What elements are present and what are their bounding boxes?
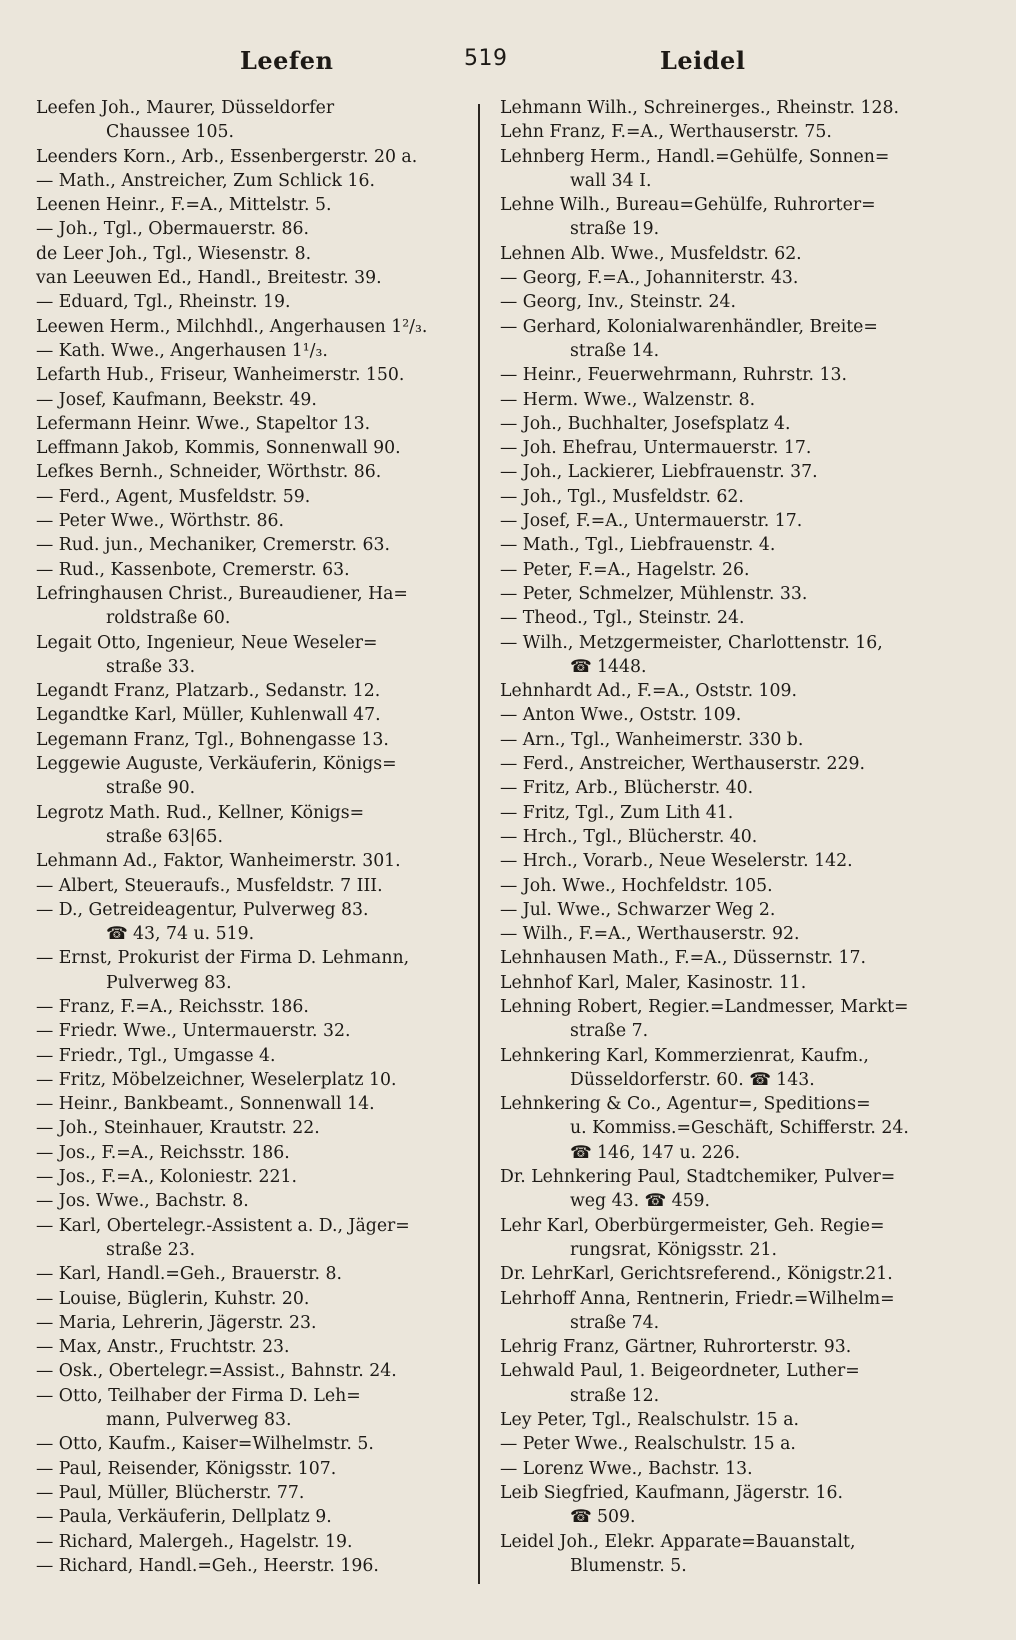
directory-entry bbox=[36, 1311, 476, 1335]
entry-line: — Peter Wwe., Wörthstr. 86. bbox=[36, 511, 285, 532]
entry-line: Lefermann Heinr. Wwe., Stapeltor 13. bbox=[36, 413, 371, 434]
entry-line: — Joh., Steinhauer, Krautstr. 22. bbox=[36, 1118, 320, 1139]
header-left-keyword: Leefen bbox=[240, 46, 334, 75]
entry-line: — Fritz, Tgl., Zum Lith 41. bbox=[500, 802, 734, 823]
entry-line: Lehnhausen Math., F.=A., Düssernstr. 17. bbox=[500, 948, 867, 969]
directory-entry bbox=[500, 558, 940, 582]
directory-entry bbox=[500, 728, 940, 752]
entry-line: Dr. LehrKarl, Gerichtsreferend., Königstr.21. bbox=[500, 1264, 893, 1285]
entry-line: — Wilh., Metzgermeister, Charlottenstr. 16, bbox=[500, 632, 883, 653]
directory-entry bbox=[36, 1287, 476, 1311]
entry-line: — Lorenz Wwe., Bachstr. 13. bbox=[500, 1458, 753, 1479]
entry-continuation: straße 33. bbox=[106, 656, 196, 677]
directory-entry bbox=[36, 412, 476, 436]
entry-continuation: straße 23. bbox=[106, 1239, 196, 1260]
directory-entry bbox=[500, 485, 940, 509]
entry-continuation: Pulverweg 83. bbox=[106, 972, 232, 993]
entry-line: — Jos. Wwe., Bachstr. 8. bbox=[36, 1191, 249, 1212]
entry-continuation: straße 14. bbox=[570, 340, 660, 361]
directory-entry bbox=[36, 1384, 476, 1433]
directory-entry bbox=[36, 1165, 476, 1189]
directory-entry bbox=[500, 193, 940, 242]
entry-line: Lefkes Bernh., Schneider, Wörthstr. 86. bbox=[36, 462, 382, 483]
directory-entry bbox=[36, 1189, 476, 1213]
directory-entry bbox=[500, 1165, 940, 1214]
directory-entry bbox=[500, 874, 940, 898]
entry-line: — Jul. Wwe., Schwarzer Weg 2. bbox=[500, 899, 776, 920]
entry-line: — Friedr. Wwe., Untermauerstr. 32. bbox=[36, 1021, 351, 1042]
directory-entry bbox=[500, 1044, 940, 1093]
page-number: 519 bbox=[464, 46, 508, 71]
entry-line: — Peter, Schmelzer, Mühlenstr. 33. bbox=[500, 583, 808, 604]
directory-entry bbox=[500, 995, 940, 1044]
entry-line: — Otto, Teilhaber der Firma D. Leh= bbox=[36, 1385, 361, 1406]
directory-entry bbox=[36, 1530, 476, 1554]
directory-entry bbox=[36, 752, 476, 801]
directory-entry bbox=[36, 290, 476, 314]
directory-entry bbox=[36, 242, 476, 266]
entry-line: — Friedr., Tgl., Umgasse 4. bbox=[36, 1045, 276, 1066]
directory-entry bbox=[500, 606, 940, 630]
entry-line: Leggewie Auguste, Verkäuferin, Königs= bbox=[36, 754, 397, 775]
right-column bbox=[500, 96, 940, 1578]
directory-entry bbox=[36, 1481, 476, 1505]
entry-line: Lehnkering Karl, Kommerzienrat, Kaufm., bbox=[500, 1045, 869, 1066]
entry-line: Leefen Joh., Maurer, Düsseldorfer bbox=[36, 98, 335, 118]
entry-line: — Rud., Kassenbote, Cremerstr. 63. bbox=[36, 559, 350, 580]
entry-line: — Karl, Handl.=Geh., Brauerstr. 8. bbox=[36, 1264, 342, 1285]
directory-entry bbox=[36, 1068, 476, 1092]
directory-entry bbox=[500, 752, 940, 776]
entry-line: — Paul, Müller, Blücherstr. 77. bbox=[36, 1482, 305, 1503]
entry-line: — Josef, F.=A., Untermauerstr. 17. bbox=[500, 511, 803, 532]
directory-entry bbox=[500, 946, 940, 970]
entry-line: — Joh., Tgl., Musfeldstr. 62. bbox=[500, 486, 744, 507]
entry-line: Dr. Lehnkering Paul, Stadtchemiker, Pulver= bbox=[500, 1167, 896, 1188]
directory-entry bbox=[500, 1481, 940, 1530]
directory-entry bbox=[36, 1505, 476, 1529]
directory-entry bbox=[500, 290, 940, 314]
left-column bbox=[36, 96, 476, 1578]
directory-entry bbox=[500, 582, 940, 606]
directory-entry bbox=[500, 679, 940, 703]
directory-entry bbox=[500, 631, 940, 680]
directory-entry bbox=[36, 169, 476, 193]
directory-entry bbox=[500, 825, 940, 849]
directory-entry bbox=[36, 485, 476, 509]
directory-entry bbox=[500, 849, 940, 873]
page-header bbox=[0, 46, 1016, 86]
directory-entry bbox=[36, 1116, 476, 1140]
directory-entry bbox=[500, 412, 940, 436]
directory-entry bbox=[500, 703, 940, 727]
directory-entry bbox=[36, 460, 476, 484]
directory-entry bbox=[36, 631, 476, 680]
entry-line: — Ferd., Agent, Musfeldstr. 59. bbox=[36, 486, 311, 507]
entry-line: Leib Siegfried, Kaufmann, Jägerstr. 16. bbox=[500, 1482, 843, 1503]
entry-line: — Peter Wwe., Realschulstr. 15 a. bbox=[500, 1434, 796, 1455]
directory-entry bbox=[36, 145, 476, 169]
directory-entry bbox=[36, 217, 476, 241]
entry-line: — Albert, Steueraufs., Musfeldstr. 7 III. bbox=[36, 875, 383, 896]
entry-line: — Eduard, Tgl., Rheinstr. 19. bbox=[36, 292, 291, 313]
directory-entry bbox=[500, 1262, 940, 1286]
entry-continuation: u. Kommiss.=Geschäft, Schifferstr. 24. bbox=[570, 1118, 909, 1139]
directory-entry bbox=[36, 898, 476, 947]
directory-entry bbox=[36, 1457, 476, 1481]
entry-line: Lehrig Franz, Gärtner, Ruhrorterstr. 93. bbox=[500, 1337, 852, 1358]
entry-continuation: weg 43. ☎ 459. bbox=[570, 1191, 711, 1212]
entry-line: — Joh. Ehefrau, Untermauerstr. 17. bbox=[500, 438, 812, 459]
entry-line: — Karl, Obertelegr.-Assistent a. D., Jäger= bbox=[36, 1215, 410, 1236]
entry-line: — Rud. jun., Mechaniker, Cremerstr. 63. bbox=[36, 535, 391, 556]
directory-entry bbox=[500, 242, 940, 266]
entry-line: Lehnberg Herm., Handl.=Gehülfe, Sonnen= bbox=[500, 146, 890, 167]
entry-line: — Joh., Lackierer, Liebfrauenstr. 37. bbox=[500, 462, 818, 483]
directory-entry bbox=[500, 971, 940, 995]
directory-entry bbox=[500, 1530, 940, 1579]
directory-entry bbox=[36, 1092, 476, 1116]
directory-entry bbox=[36, 582, 476, 631]
entry-continuation: straße 12. bbox=[570, 1385, 660, 1406]
entry-line: — Louise, Büglerin, Kuhstr. 20. bbox=[36, 1288, 310, 1309]
directory-entry bbox=[36, 339, 476, 363]
directory-entry bbox=[500, 898, 940, 922]
entry-line: — Wilh., F.=A., Werthauserstr. 92. bbox=[500, 924, 800, 945]
entry-line: — Otto, Kaufm., Kaiser=Wilhelmstr. 5. bbox=[36, 1434, 374, 1455]
directory-entry bbox=[500, 388, 940, 412]
entry-continuation: straße 63|65. bbox=[106, 826, 223, 847]
directory-entry bbox=[500, 145, 940, 194]
entry-line: — Math., Anstreicher, Zum Schlick 16. bbox=[36, 170, 375, 191]
entry-continuation: ☎ 509. bbox=[570, 1507, 636, 1528]
directory-entry bbox=[36, 1335, 476, 1359]
directory-entry bbox=[36, 1359, 476, 1383]
entry-line: — Ferd., Anstreicher, Werthauserstr. 229. bbox=[500, 754, 866, 775]
entry-continuation: straße 90. bbox=[106, 778, 196, 799]
entry-line: — Jos., F.=A., Reichsstr. 186. bbox=[36, 1142, 290, 1163]
directory-entry bbox=[500, 1214, 940, 1263]
entry-line: — D., Getreideagentur, Pulverweg 83. bbox=[36, 899, 369, 920]
entry-line: — Jos., F.=A., Koloniestr. 221. bbox=[36, 1167, 297, 1188]
entry-line: — Georg, F.=A., Johanniterstr. 43. bbox=[500, 268, 799, 289]
entry-line: Leewen Herm., Milchhdl., Angerhausen 1²/₃. bbox=[36, 316, 428, 337]
directory-entry bbox=[36, 1141, 476, 1165]
entry-line: Lefringhausen Christ., Bureaudiener, Ha= bbox=[36, 583, 408, 604]
entry-continuation: ☎ 43, 74 u. 519. bbox=[106, 924, 255, 945]
directory-entry bbox=[500, 96, 940, 120]
entry-line: Legandt Franz, Platzarb., Sedanstr. 12. bbox=[36, 681, 381, 702]
entry-continuation: straße 74. bbox=[570, 1312, 660, 1333]
entry-line: Legandtke Karl, Müller, Kuhlenwall 47. bbox=[36, 705, 381, 726]
directory-entry bbox=[36, 509, 476, 533]
entry-line: — Maria, Lehrerin, Jägerstr. 23. bbox=[36, 1312, 317, 1333]
directory-entry bbox=[36, 533, 476, 557]
entry-line: Lehwald Paul, 1. Beigeordneter, Luther= bbox=[500, 1361, 860, 1382]
entry-continuation: straße 7. bbox=[570, 1021, 649, 1042]
entry-line: Lehne Wilh., Bureau=Gehülfe, Ruhrorter= bbox=[500, 195, 876, 216]
entry-line: — Kath. Wwe., Angerhausen 1¹/₃. bbox=[36, 340, 328, 361]
directory-entry bbox=[36, 1214, 476, 1263]
directory-entry bbox=[500, 436, 940, 460]
directory-entry bbox=[36, 946, 476, 995]
directory-entry bbox=[500, 1408, 940, 1432]
entry-line: — Georg, Inv., Steinstr. 24. bbox=[500, 292, 736, 313]
entry-line: — Joh., Buchhalter, Josefsplatz 4. bbox=[500, 413, 791, 434]
directory-entry bbox=[500, 509, 940, 533]
entry-line: — Hrch., Vorarb., Neue Weselerstr. 142. bbox=[500, 851, 853, 872]
entry-continuation: roldstraße 60. bbox=[106, 608, 231, 629]
entry-line: Leenders Korn., Arb., Essenbergerstr. 20 a. bbox=[36, 146, 418, 167]
directory-entry bbox=[36, 436, 476, 460]
entry-line: — Ernst, Prokurist der Firma D. Lehmann, bbox=[36, 948, 410, 969]
directory-entry bbox=[36, 1432, 476, 1456]
entry-line: Lehnen Alb. Wwe., Musfeldstr. 62. bbox=[500, 243, 802, 264]
directory-entry bbox=[36, 1019, 476, 1043]
entry-line: — Paula, Verkäuferin, Dellplatz 9. bbox=[36, 1507, 332, 1528]
directory-entry bbox=[36, 266, 476, 290]
entry-line: — Peter, F.=A., Hagelstr. 26. bbox=[500, 559, 750, 580]
entry-line: Lehrhoff Anna, Rentnerin, Friedr.=Wilhelm= bbox=[500, 1288, 895, 1309]
entry-line: — Josef, Kaufmann, Beekstr. 49. bbox=[36, 389, 317, 410]
entry-line: Lehnkering & Co., Agentur=, Speditions= bbox=[500, 1094, 871, 1115]
entry-line: Leidel Joh., Elekr. Apparate=Bauanstalt, bbox=[500, 1531, 856, 1552]
directory-entry bbox=[36, 801, 476, 850]
directory-entry bbox=[500, 315, 940, 364]
entry-line: Lehmann Wilh., Schreinerges., Rheinstr. 128. bbox=[500, 98, 899, 118]
entry-line: — Gerhard, Kolonialwarenhändler, Breite= bbox=[500, 316, 878, 337]
directory-entry bbox=[36, 1044, 476, 1068]
directory-entry bbox=[36, 679, 476, 703]
entry-continuation: Blumenstr. 5. bbox=[570, 1555, 687, 1576]
entry-line: — Fritz, Möbelzeichner, Weselerplatz 10. bbox=[36, 1069, 397, 1090]
entry-line: Lehn Franz, F.=A., Werthauserstr. 75. bbox=[500, 122, 832, 143]
entry-line: — Anton Wwe., Oststr. 109. bbox=[500, 705, 742, 726]
column-divider bbox=[478, 104, 480, 1584]
directory-entry bbox=[500, 1092, 940, 1165]
entry-continuation: wall 34 I. bbox=[570, 170, 652, 191]
directory-entry bbox=[500, 120, 940, 144]
entry-line: — Paul, Reisender, Königsstr. 107. bbox=[36, 1458, 337, 1479]
entry-continuation: straße 19. bbox=[570, 219, 660, 240]
entry-line: — Joh., Tgl., Obermauerstr. 86. bbox=[36, 219, 309, 240]
directory-entry bbox=[36, 1554, 476, 1578]
entry-line: Lehmann Ad., Faktor, Wanheimerstr. 301. bbox=[36, 851, 401, 872]
directory-entry bbox=[36, 728, 476, 752]
entry-line: — Osk., Obertelegr.=Assist., Bahnstr. 24. bbox=[36, 1361, 397, 1382]
entry-line: — Heinr., Bankbeamt., Sonnenwall 14. bbox=[36, 1094, 375, 1115]
entry-line: Lehr Karl, Oberbürgermeister, Geh. Regie= bbox=[500, 1215, 885, 1236]
directory-entry bbox=[500, 533, 940, 557]
header-right-keyword: Leidel bbox=[660, 46, 746, 75]
entry-line: — Joh. Wwe., Hochfeldstr. 105. bbox=[500, 875, 773, 896]
directory-entry bbox=[36, 849, 476, 873]
directory-entry bbox=[500, 1432, 940, 1456]
entry-line: — Herm. Wwe., Walzenstr. 8. bbox=[500, 389, 756, 410]
directory-entry bbox=[500, 363, 940, 387]
entry-line: — Richard, Malergeh., Hagelstr. 19. bbox=[36, 1531, 353, 1552]
directory-entry bbox=[500, 1359, 940, 1408]
entry-line: van Leeuwen Ed., Handl., Breitestr. 39. bbox=[36, 268, 382, 289]
directory-entry bbox=[36, 193, 476, 217]
entry-line: Legemann Franz, Tgl., Bohnengasse 13. bbox=[36, 729, 389, 750]
entry-continuation: mann, Pulverweg 83. bbox=[106, 1410, 292, 1431]
entry-continuation: Chaussee 105. bbox=[106, 122, 234, 143]
entry-line: Legait Otto, Ingenieur, Neue Weseler= bbox=[36, 632, 378, 653]
entry-line: — Arn., Tgl., Wanheimerstr. 330 b. bbox=[500, 729, 804, 750]
directory-entry bbox=[36, 1262, 476, 1286]
entry-line: Leffmann Jakob, Kommis, Sonnenwall 90. bbox=[36, 438, 401, 459]
entry-continuation: ☎ 1448. bbox=[570, 656, 647, 677]
directory-entry bbox=[500, 266, 940, 290]
directory-entry bbox=[500, 1457, 940, 1481]
entry-line: de Leer Joh., Tgl., Wiesenstr. 8. bbox=[36, 243, 312, 264]
entry-continuation: Düsseldorferstr. 60. ☎ 143. bbox=[570, 1069, 815, 1090]
directory-entry bbox=[500, 776, 940, 800]
entry-line: Ley Peter, Tgl., Realschulstr. 15 a. bbox=[500, 1410, 799, 1431]
entry-line: — Heinr., Feuerwehrmann, Ruhrstr. 13. bbox=[500, 365, 847, 386]
entry-line: — Theod., Tgl., Steinstr. 24. bbox=[500, 608, 745, 629]
entry-line: Lefarth Hub., Friseur, Wanheimerstr. 150. bbox=[36, 365, 405, 386]
entry-line: — Fritz, Arb., Blücherstr. 40. bbox=[500, 778, 754, 799]
directory-entry bbox=[500, 1287, 940, 1336]
directory-entry bbox=[36, 315, 476, 339]
entry-continuation: rungsrat, Königsstr. 21. bbox=[570, 1239, 778, 1260]
directory-entry bbox=[500, 460, 940, 484]
entry-line: Lehnhof Karl, Maler, Kasinostr. 11. bbox=[500, 972, 807, 993]
entry-line: — Max, Anstr., Fruchtstr. 23. bbox=[36, 1337, 290, 1358]
directory-entry bbox=[36, 558, 476, 582]
entry-line: Lehning Robert, Regier.=Landmesser, Markt= bbox=[500, 996, 909, 1017]
entry-line: — Hrch., Tgl., Blücherstr. 40. bbox=[500, 826, 758, 847]
directory-entry bbox=[500, 1335, 940, 1359]
entry-continuation: ☎ 146, 147 u. 226. bbox=[570, 1142, 741, 1163]
entry-line: Legrotz Math. Rud., Kellner, Königs= bbox=[36, 802, 365, 823]
entry-line: — Franz, F.=A., Reichsstr. 186. bbox=[36, 996, 309, 1017]
directory-entry bbox=[36, 874, 476, 898]
directory-entry bbox=[36, 388, 476, 412]
directory-entry bbox=[36, 995, 476, 1019]
directory-entry bbox=[500, 801, 940, 825]
entry-line: — Math., Tgl., Liebfrauenstr. 4. bbox=[500, 535, 776, 556]
entry-line: Leenen Heinr., F.=A., Mittelstr. 5. bbox=[36, 195, 332, 216]
directory-entry bbox=[36, 363, 476, 387]
directory-entry bbox=[36, 96, 476, 145]
entry-line: — Richard, Handl.=Geh., Heerstr. 196. bbox=[36, 1555, 379, 1576]
entry-line: Lehnhardt Ad., F.=A., Oststr. 109. bbox=[500, 681, 798, 702]
directory-entry bbox=[500, 922, 940, 946]
directory-entry bbox=[36, 703, 476, 727]
